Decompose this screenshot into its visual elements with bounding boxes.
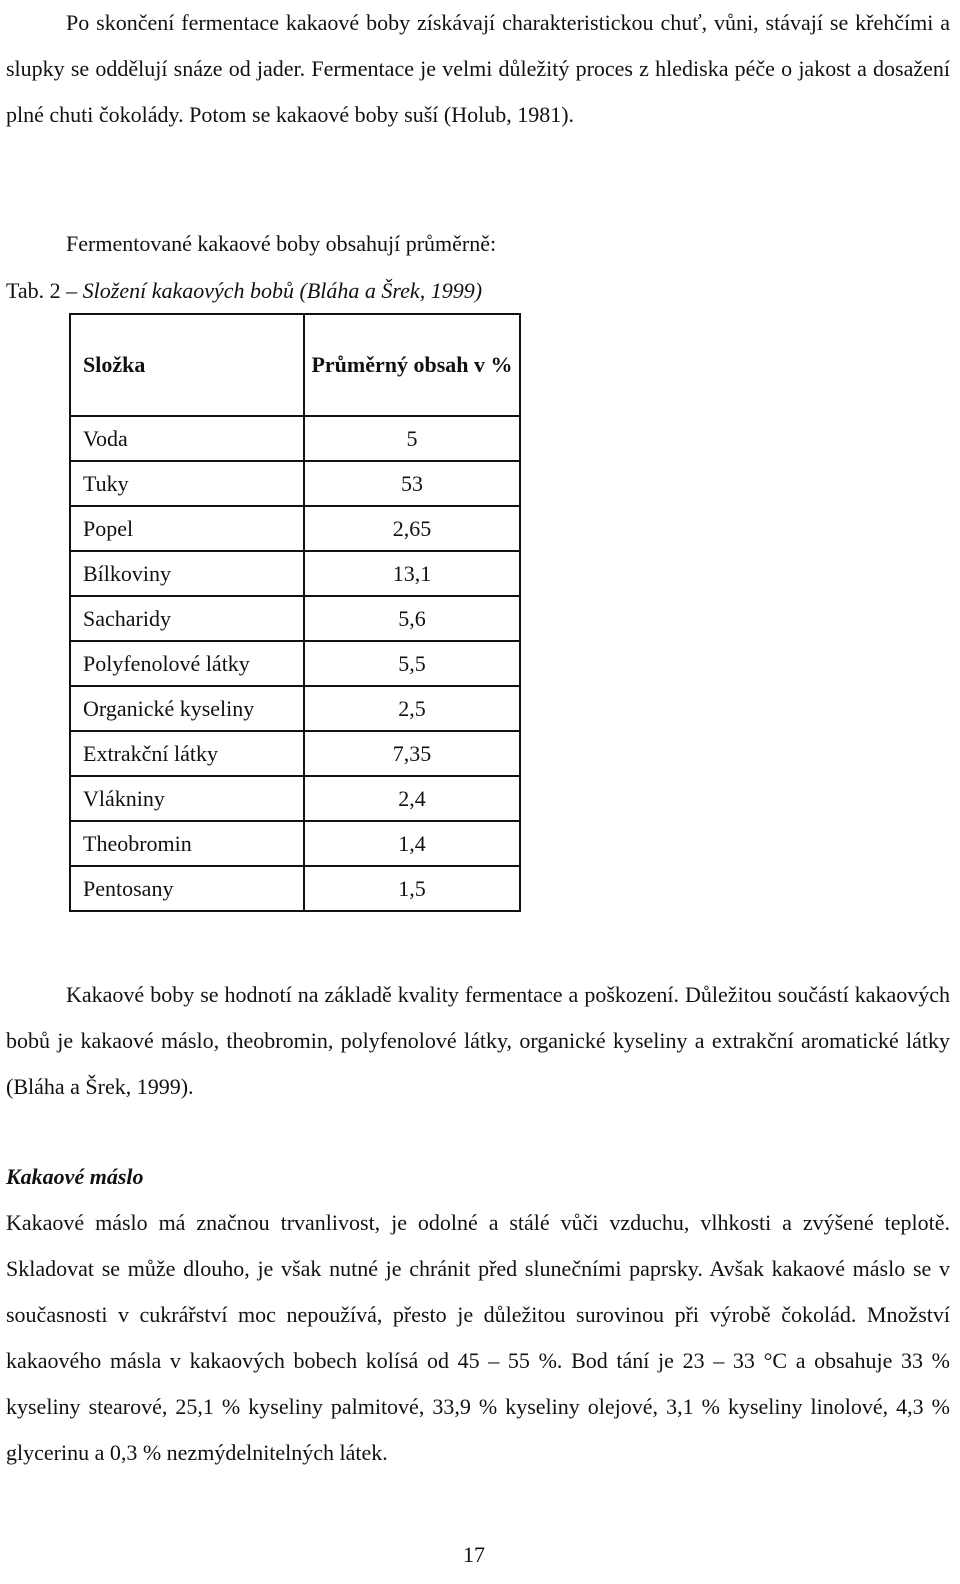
table-caption-label: Tab. 2 – [6, 278, 83, 303]
cell-value: 2,65 [304, 506, 520, 551]
cell-value: 2,4 [304, 776, 520, 821]
table-row [70, 416, 520, 461]
table-row [70, 686, 520, 731]
table-row [70, 461, 520, 506]
table-row [70, 641, 520, 686]
header-component: Složka [70, 314, 304, 416]
table-row [70, 731, 520, 776]
cell-value: 2,5 [304, 686, 520, 731]
table-row [70, 596, 520, 641]
composition-table [69, 313, 521, 912]
cell-value: 1,5 [304, 866, 520, 911]
table-row [70, 506, 520, 551]
lead-in-text: Fermentované kakaové boby obsahují průměrně: [66, 231, 497, 256]
cell-component: Vlákniny [70, 776, 304, 821]
cell-value: 5,6 [304, 596, 520, 641]
page-number: 17 [463, 1542, 485, 1567]
table-row [70, 866, 520, 911]
table-caption-title: Složení kakaových bobů (Bláha a Šrek, 1999) [82, 278, 483, 303]
paragraph-fermentation: Po skončení fermentace kakaové boby získávají charakteristickou chuť, vůni, stávají se křehčími a slupky se oddělují snáze od jader. Fermentace je velmi důležitý proces z hlediska péče o jakost a dosažení plné chuti čokolády. Potom se kakaové boby suší (Holub, 1981). [6, 10, 950, 127]
cell-value: 5 [304, 416, 520, 461]
cell-value: 1,4 [304, 821, 520, 866]
cell-value: 53 [304, 461, 520, 506]
cell-value: 5,5 [304, 641, 520, 686]
cell-component: Organické kyseliny [70, 686, 304, 731]
paragraph-evaluation: Kakaové boby se hodnotí na základě kvality fermentace a poškození. Důležitou součástí kakaových bobů je kakaové máslo, theobromin, polyfenolové látky, organické kyseliny a extrakční aromatické látky (Bláha a Šrek, 1999). [6, 982, 950, 1099]
table-row [70, 821, 520, 866]
table-body [70, 416, 520, 911]
section-heading: Kakaové máslo [6, 1164, 144, 1189]
cell-component: Pentosany [70, 866, 304, 911]
cell-value: 7,35 [304, 731, 520, 776]
cell-component: Theobromin [70, 821, 304, 866]
cell-component: Polyfenolové látky [70, 641, 304, 686]
cell-component: Voda [70, 416, 304, 461]
table-row [70, 551, 520, 596]
table-caption [6, 268, 482, 314]
cell-component: Popel [70, 506, 304, 551]
cell-component: Sacharidy [70, 596, 304, 641]
header-average-content: Průměrný obsah v % [304, 314, 520, 416]
table-row [70, 776, 520, 821]
paragraph-cocoa-butter: Kakaové máslo má značnou trvanlivost, je odolné a stálé vůči vzduchu, vlhkosti a zvýšené teplotě. Skladovat se může dlouho, je však nutné je chránit před slunečními paprsky. Avšak kakaové máslo se v současnosti v cukrářství moc nepoužívá, přesto je důležitou surovinou při výrobě čokolád. Množství kakaového másla v kakaových bobech kolísá od 45 – 55 %. Bod tání je 23 – 33 °C a obsahuje 33 % kyseliny stearové, 25,1 % kyseliny palmitové, 33,9 % kyseliny olejové, 3,1 % kyseliny linolové, 4,3 % glycerinu a 0,3 % nezmýdelnitelných látek. [6, 1210, 950, 1465]
cell-value: 13,1 [304, 551, 520, 596]
table-header-row [70, 314, 520, 416]
cell-component: Tuky [70, 461, 304, 506]
cell-component: Bílkoviny [70, 551, 304, 596]
cell-component: Extrakční látky [70, 731, 304, 776]
